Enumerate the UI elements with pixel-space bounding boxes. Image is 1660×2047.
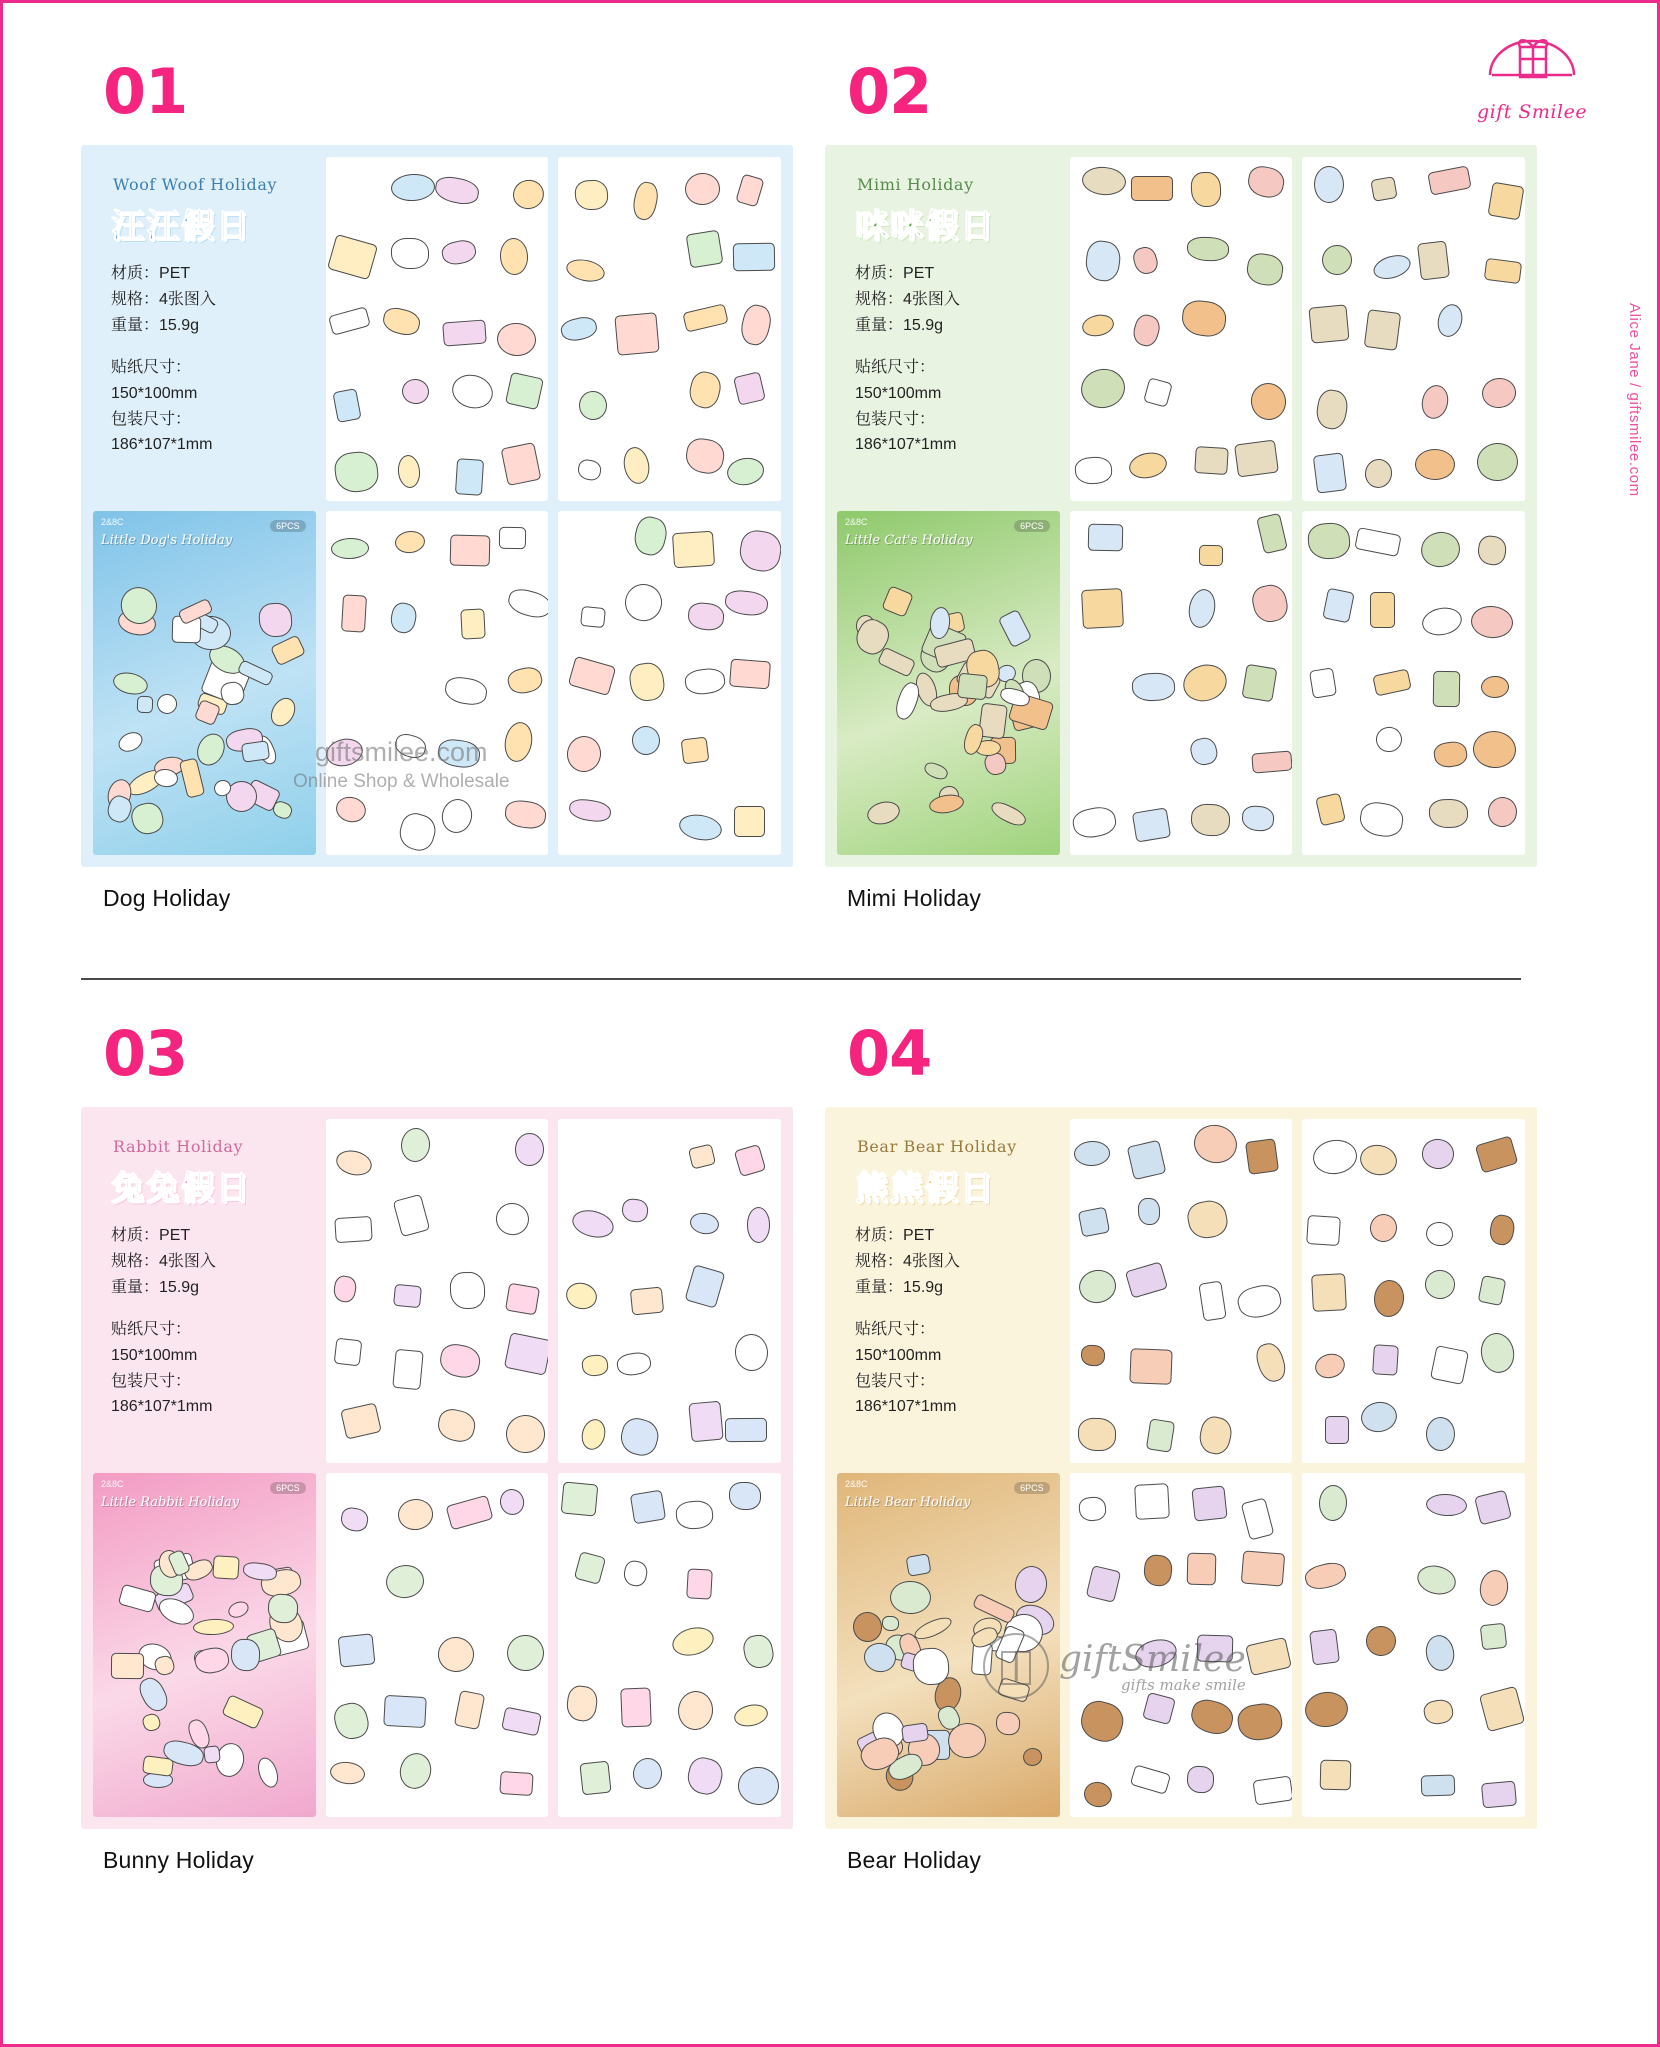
sticker-sheet-panel: [326, 511, 549, 855]
sticker-art: [1070, 1119, 1293, 1463]
spec-label: 规格：: [855, 1252, 904, 1270]
product-image-sheet: [825, 1107, 1537, 1829]
product-title-en: Rabbit Holiday: [113, 1137, 244, 1156]
sticker-size-label: 贴纸尺寸：: [111, 1320, 192, 1338]
watermark-subtitle: Online Shop & Wholesale: [293, 771, 510, 793]
sticker-sheet-panel: [558, 1119, 781, 1463]
product-title-cn: 兔兔假日: [111, 1168, 251, 1207]
sticker-size-value: 150*100mm: [855, 384, 942, 402]
sticker-sheet-panel: [1302, 511, 1525, 855]
material-value: PET: [159, 265, 191, 282]
packaging-art: [93, 511, 316, 855]
sticker-sheet-panel: [558, 511, 781, 855]
sticker-art: [1302, 1119, 1525, 1463]
product-card-03: [81, 1017, 821, 1874]
row-divider: [81, 978, 1521, 980]
material-label: 材质：: [111, 265, 160, 282]
product-card-02: [825, 55, 1565, 912]
packaging-brand: 2&8C: [845, 517, 868, 527]
packaging-title: Little Cat's Holiday: [845, 533, 973, 548]
package-size-value: 186*107*1mm: [111, 436, 213, 454]
sticker-art: [1302, 1473, 1525, 1817]
product-info-panel: [837, 1119, 1060, 1463]
product-spec-list: [111, 1223, 306, 1420]
packaging-brand: 2&8C: [845, 1479, 868, 1489]
sticker-art: [1070, 511, 1293, 855]
product-card-04: [825, 1017, 1565, 1874]
sticker-sheet-panel: [1070, 511, 1293, 855]
sticker-art: [1302, 157, 1525, 501]
sticker-art: [558, 1119, 781, 1463]
sticker-art: [326, 1119, 549, 1463]
spec-label: 规格：: [111, 290, 160, 308]
sticker-size-label: 贴纸尺寸：: [855, 358, 936, 376]
weight-label: 重量：: [111, 1278, 160, 1296]
material-label: 材质：: [855, 1227, 904, 1244]
packaging-preview-panel: [837, 1473, 1060, 1817]
product-number: 03: [103, 1017, 188, 1090]
packaging-badge: 6PCS: [1014, 1482, 1050, 1494]
product-caption: Dog Holiday: [103, 885, 231, 911]
material-value: PET: [159, 1227, 191, 1244]
sticker-sheet-panel: [1070, 1119, 1293, 1463]
product-spec-list: [111, 261, 306, 458]
sticker-sheet-panel: [1302, 1473, 1525, 1817]
sticker-art: [558, 157, 781, 501]
packaging-preview-panel: [93, 511, 316, 855]
product-info-panel: [93, 1119, 316, 1463]
sticker-art: [326, 1473, 549, 1817]
sticker-art: [558, 511, 781, 855]
sticker-size-label: 贴纸尺寸：: [111, 358, 192, 376]
package-size-value: 186*107*1mm: [111, 1398, 213, 1416]
product-title-en: Mimi Holiday: [857, 175, 974, 194]
product-title-en: Woof Woof Holiday: [113, 175, 278, 194]
package-size-label: 包装尺寸：: [111, 1372, 192, 1390]
sticker-art: [326, 157, 549, 501]
weight-label: 重量：: [855, 316, 904, 334]
weight-value: 15.9g: [903, 1278, 944, 1296]
packaging-preview-panel: [837, 511, 1060, 855]
weight-label: 重量：: [855, 1278, 904, 1296]
product-caption: Bunny Holiday: [103, 1847, 254, 1873]
package-size-label: 包装尺寸：: [111, 410, 192, 428]
spec-value: 4张图入: [903, 1252, 960, 1270]
material-label: 材质：: [111, 1227, 160, 1244]
weight-value: 15.9g: [903, 316, 944, 334]
watermark-logo-name: giftSmilee: [1059, 1638, 1246, 1680]
packaging-badge: 6PCS: [270, 1482, 306, 1494]
packaging-badge: 6PCS: [1014, 520, 1050, 532]
watermark-domain: giftsmilee.com: [314, 737, 488, 767]
sticker-sheet-panel: [1302, 157, 1525, 501]
product-caption: Mimi Holiday: [847, 885, 982, 911]
page-inner: [3, 3, 1657, 2044]
watermark-logo-tagline: gifts make smile: [1121, 1675, 1246, 1694]
product-caption: Bear Holiday: [847, 1847, 982, 1873]
sticker-sheet-panel: [326, 1119, 549, 1463]
sticker-sheet-panel: [558, 1473, 781, 1817]
credit-text: Alice Jane / giftsmilee.com: [1626, 303, 1643, 497]
sticker-size-value: 150*100mm: [855, 1346, 942, 1364]
spec-value: 4张图入: [159, 290, 216, 308]
packaging-art: [837, 511, 1060, 855]
sticker-size-value: 150*100mm: [111, 1346, 198, 1364]
brand-name: gift Smilee: [1476, 101, 1588, 123]
packaging-art: [93, 1473, 316, 1817]
sticker-sheet-panel: [1302, 1119, 1525, 1463]
sticker-sheet-panel: [1070, 157, 1293, 501]
weight-value: 15.9g: [159, 316, 200, 334]
packaging-title: Little Bear Holiday: [845, 1495, 971, 1510]
sticker-size-value: 150*100mm: [111, 384, 198, 402]
material-value: PET: [903, 1227, 935, 1244]
spec-value: 4张图入: [903, 290, 960, 308]
package-size-value: 186*107*1mm: [855, 436, 957, 454]
weight-label: 重量：: [111, 316, 160, 334]
package-size-value: 186*107*1mm: [855, 1398, 957, 1416]
product-spec-list: [855, 261, 1050, 458]
product-image-sheet: [825, 145, 1537, 867]
product-spec-list: [855, 1223, 1050, 1420]
product-info-panel: [93, 157, 316, 501]
product-title-en: Bear Bear Holiday: [857, 1137, 1017, 1156]
packaging-title: Little Dog's Holiday: [101, 533, 233, 548]
product-number: 04: [847, 1017, 932, 1090]
package-size-label: 包装尺寸：: [855, 1372, 936, 1390]
spec-label: 规格：: [855, 290, 904, 308]
product-info-panel: [837, 157, 1060, 501]
weight-value: 15.9g: [159, 1278, 200, 1296]
packaging-art: [837, 1473, 1060, 1817]
sticker-art: [558, 1473, 781, 1817]
material-label: 材质：: [855, 265, 904, 282]
sticker-art: [326, 511, 549, 855]
sticker-art: [1302, 511, 1525, 855]
spec-value: 4张图入: [159, 1252, 216, 1270]
product-image-sheet: [81, 1107, 793, 1829]
product-title-cn: 咪咪假日: [855, 206, 995, 245]
packaging-brand: 2&8C: [101, 517, 124, 527]
material-value: PET: [903, 265, 935, 282]
sticker-sheet-panel: [326, 157, 549, 501]
product-title-cn: 熊熊假日: [855, 1168, 995, 1207]
product-card-01: [81, 55, 821, 912]
sticker-art: [1070, 1473, 1293, 1817]
sticker-sheet-panel: [1070, 1473, 1293, 1817]
package-size-label: 包装尺寸：: [855, 410, 936, 428]
spec-label: 规格：: [111, 1252, 160, 1270]
packaging-title: Little Rabbit Holiday: [101, 1495, 240, 1510]
sticker-art: [1070, 157, 1293, 501]
sticker-sheet-panel: [558, 157, 781, 501]
product-image-sheet: [81, 145, 793, 867]
product-number: 01: [103, 55, 188, 128]
product-title-cn: 汪汪假日: [111, 206, 251, 245]
sticker-sheet-panel: [326, 1473, 549, 1817]
packaging-preview-panel: [93, 1473, 316, 1817]
sticker-size-label: 贴纸尺寸：: [855, 1320, 936, 1338]
packaging-badge: 6PCS: [270, 520, 306, 532]
product-number: 02: [847, 55, 932, 128]
packaging-brand: 2&8C: [101, 1479, 124, 1489]
